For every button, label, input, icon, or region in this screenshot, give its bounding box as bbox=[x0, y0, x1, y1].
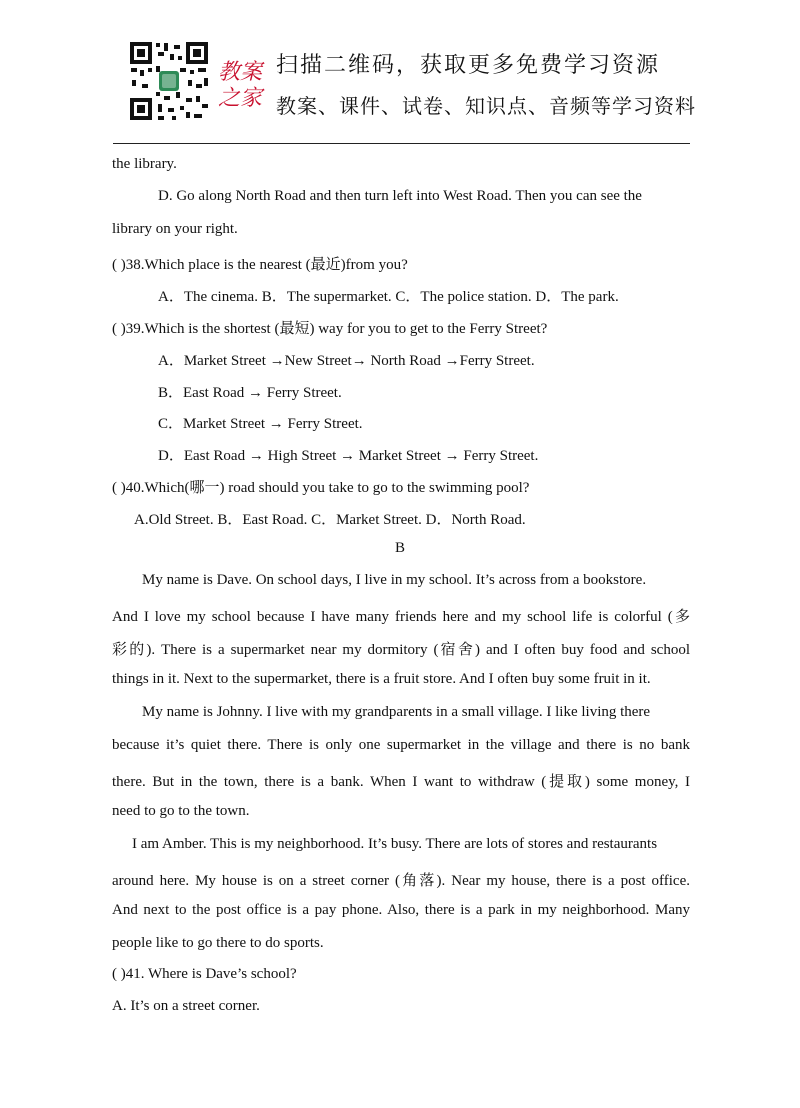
site-logo: 教案之家 bbox=[218, 60, 263, 111]
text-line: ( )38.Which place is the nearest (最近)from you? bbox=[112, 257, 408, 273]
text-line: A. It’s on a street corner. bbox=[112, 998, 260, 1014]
text-line: A.Old Street. B．East Road. C．Market Street. D．North Road. bbox=[134, 512, 526, 528]
text-line: around here. My house is on a street corner (角落). Near my house, there is a post office. bbox=[112, 873, 690, 889]
header-divider bbox=[113, 143, 690, 144]
text-line: B．East Road → Ferry Street. bbox=[158, 385, 342, 401]
text-line: D．East Road → High Street → Market Street → Ferry Street. bbox=[158, 448, 539, 464]
text-line: My name is Dave. On school days, I live in my school. It’s across from a bookstore. bbox=[142, 572, 647, 588]
text-line: A．Market Street →New Street→ North Road →Ferry Street. bbox=[158, 353, 535, 369]
text-line: because it’s quiet there. There is only one supermarket in the village and there is no bank bbox=[112, 737, 690, 753]
text-line: 彩的). There is a supermarket near my dormitory (宿舍) and I often buy food and school bbox=[112, 642, 690, 658]
text-line: C．Market Street → Ferry Street. bbox=[158, 416, 363, 432]
text-line: ( )39.Which is the shortest (最短) way for you to get to the Ferry Street? bbox=[112, 321, 548, 337]
text-line: B bbox=[395, 540, 406, 556]
text-line: need to go to the town. bbox=[112, 803, 250, 819]
qr-code-icon bbox=[128, 40, 210, 122]
text-line: I am Amber. This is my neighborhood. It’s busy. There are lots of stores and restaurants bbox=[132, 836, 658, 852]
text-line: library on your right. bbox=[112, 221, 238, 237]
text-line: the library. bbox=[112, 156, 177, 172]
text-line: ( )41. Where is Dave’s school? bbox=[112, 966, 297, 982]
text-line: And I love my school because I have many friends here and my school life is colorful (多 bbox=[112, 609, 690, 625]
header-slogan-line1: 扫描二维码，获取更多免费学习资源 bbox=[276, 53, 661, 78]
text-line: My name is Johnny. I live with my grandparents in a small village. I like living there bbox=[142, 704, 651, 720]
text-line: people like to go there to do sports. bbox=[112, 935, 324, 951]
text-line: things in it. Next to the supermarket, there is a fruit store. And I often buy some fruit in it. bbox=[112, 671, 651, 687]
page-header bbox=[128, 40, 696, 144]
text-line: And next to the post office is a pay phone. Also, there is a park in my neighborhood. Many bbox=[112, 902, 690, 918]
text-line: there. But in the town, there is a bank. When I want to withdraw (提取) some money, I bbox=[112, 774, 690, 790]
text-line: ( )40.Which(哪一) road should you take to go to the swimming pool? bbox=[112, 480, 530, 496]
text-line: A．The cinema. B．The supermarket. C．The police station. D．The park. bbox=[158, 289, 619, 305]
text-line: D. Go along North Road and then turn left into West Road. Then you can see the bbox=[158, 188, 642, 204]
header-slogan-line2: 教案、课件、试卷、知识点、音频等学习资料 bbox=[276, 94, 696, 118]
